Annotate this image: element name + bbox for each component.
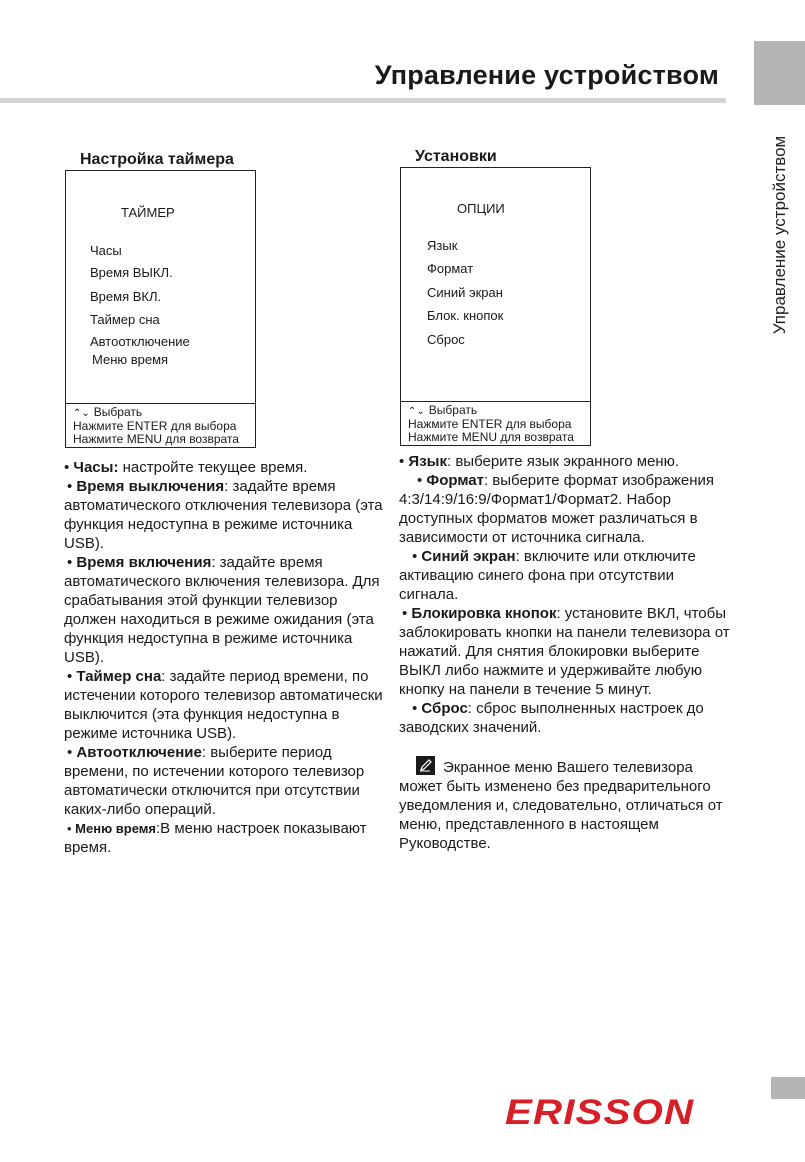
reset-paragraph: • Сброс: сброс выполненных настроек до заводских значений. <box>399 700 704 736</box>
footer-menu-hint: Нажмите MENU для возврата <box>73 431 239 446</box>
timer-menu-box <box>65 170 256 448</box>
language-paragraph: • Язык: выберите язык экранного меню. <box>399 453 680 470</box>
side-section-label <box>754 110 805 360</box>
options-item-key-lock[interactable]: Блок. кнопок <box>427 308 504 323</box>
auto-off-paragraph: • Автоотключение: выберите период времени, по истечении которого телевизор автоматически отключится при отсутствии каких-либо операций. <box>64 744 365 818</box>
options-item-reset[interactable]: Сброс <box>427 332 465 347</box>
timer-item-auto-off[interactable]: Автоотключение <box>90 334 190 349</box>
off-time-paragraph: • Время выключения: задайте время автоматического отключения телевизора (эта функция недоступна в режиме источника USB). <box>64 478 383 552</box>
key-lock-paragraph: • Блокировка кнопок: установите ВКЛ, чтобы заблокировать кнопки на панели телевизора от нажатий. Для снятия блокировки выберите ВЫКЛ либо нажмите и удерживайте любую кнопку на панели в течение 5 минут. <box>399 605 730 698</box>
blue-screen-paragraph: • Синий экран: включите или отключите активацию синего фона при отсутствии сигнала. <box>399 548 696 603</box>
options-item-format[interactable]: Формат <box>427 261 474 276</box>
timer-item-on-time[interactable]: Время ВКЛ. <box>90 289 162 304</box>
options-item-blue-screen[interactable]: Синий экран <box>427 285 503 300</box>
menu-time-paragraph: • Меню время:В меню настроек показывают время. <box>64 820 367 856</box>
note-pencil-icon <box>416 756 435 775</box>
up-down-arrows-icon: ⌃⌄ <box>73 407 90 419</box>
erisson-logo: ERISSON <box>505 1093 695 1132</box>
sleep-paragraph: • Таймер сна: задайте период времени, по истечении которого телевизор автоматически выключится (эта функция недоступна в режиме источника USB). <box>64 668 383 742</box>
clock-paragraph: • Часы: настройте текущее время. <box>64 459 308 476</box>
footer-select-hint: Выбрать <box>428 402 478 417</box>
footer-enter-hint: Нажмите ENTER для выбора <box>73 419 237 433</box>
page-number-tab <box>771 1077 805 1099</box>
side-label-text: Управление устройством <box>769 135 789 335</box>
page-title: Управление устройством <box>374 60 719 90</box>
options-menu-title: ОПЦИИ <box>457 201 505 216</box>
header-divider <box>0 98 726 103</box>
timer-item-off-time[interactable]: Время ВЫКЛ. <box>90 265 173 280</box>
options-section-title: Установки <box>415 148 497 165</box>
timer-item-clock[interactable]: Часы <box>90 243 122 258</box>
side-tab-marker <box>754 41 805 105</box>
format-paragraph: • Формат: выберите формат изображения 4:3/14:9/16:9/Формат1/Формат2. Набор доступных форматов может различаться в зависимости от источника сигнала. <box>399 472 714 546</box>
options-description <box>399 452 735 853</box>
timer-menu-footer <box>66 403 255 448</box>
timer-item-menu-time[interactable]: Меню время <box>92 352 169 367</box>
footer-enter-hint: Нажмите ENTER для выбора <box>408 417 572 431</box>
timer-description <box>64 458 386 857</box>
up-down-arrows-icon: ⌃⌄ <box>408 405 425 417</box>
note-paragraph: Экранное меню Вашего телевизора может быть изменено без предварительного уведомления и, следовательно, отличаться от меню, представленного в настоящем Руководстве. <box>399 756 735 853</box>
timer-item-sleep[interactable]: Таймер сна <box>90 312 160 327</box>
on-time-paragraph: • Время включения: задайте время автоматического включения телевизора. Для срабатывания этой функции телевизор должен находиться в режиме ожидания (эта функция недоступна в режиме источника USB). <box>64 554 380 666</box>
footer-select-hint: Выбрать <box>93 404 143 419</box>
options-menu-footer <box>401 401 590 446</box>
options-item-language[interactable]: Язык <box>427 238 458 253</box>
options-menu-box <box>400 167 591 446</box>
timer-menu-title: ТАЙМЕР <box>121 205 175 220</box>
footer-menu-hint: Нажмите MENU для возврата <box>408 429 574 444</box>
timer-section-title: Настройка таймера <box>80 151 234 168</box>
